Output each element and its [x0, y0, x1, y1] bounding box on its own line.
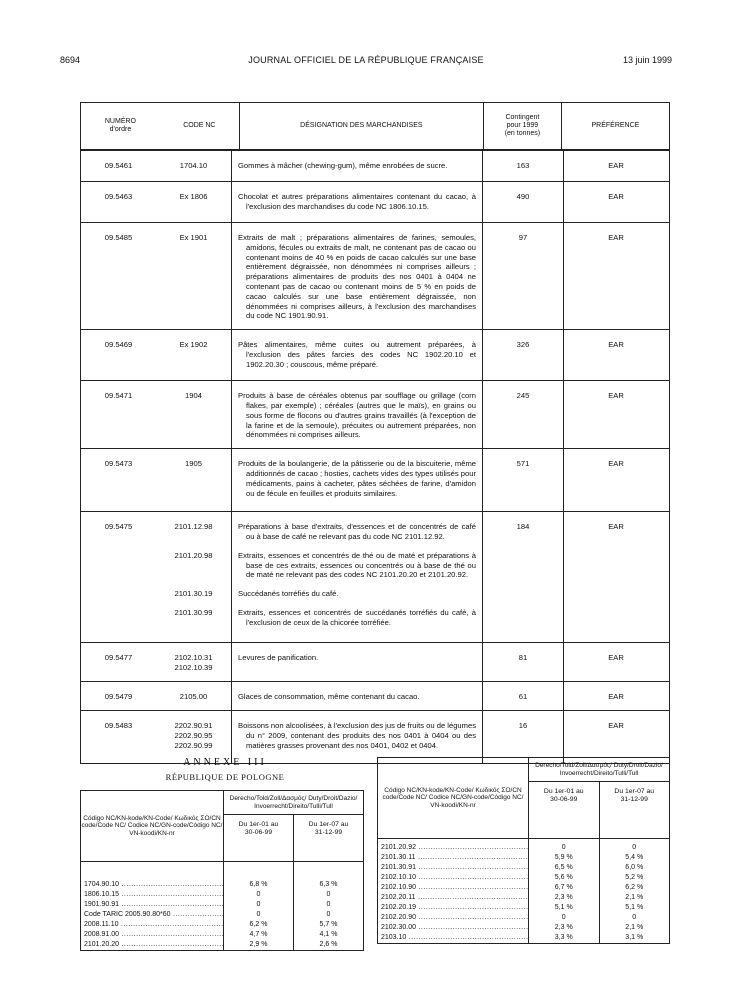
row-contingent: 163	[483, 151, 564, 181]
row-preference: EAR	[608, 192, 624, 201]
col-preference: PRÉFÉRENCE	[591, 122, 640, 129]
page-header	[60, 55, 672, 69]
rate-second-half: 5,4 %	[625, 854, 644, 861]
designation-text: Produits à base de céréales obtenus par soufflage ou grillage (corn flakes, par exemple) ; céréales (autres que le maïs), en grains ou sous forme de flocons ou d'autres grains travaillés (à l'exception de la farine et de la semoule), précuites ou autrement préparées, non dénommées ni comprises ailleurs.	[238, 391, 476, 440]
row-codes	[156, 330, 231, 380]
row-contingent: 184	[483, 512, 564, 642]
row-preference: EAR	[608, 522, 624, 532]
tariff-code: 2101.20.92	[381, 844, 417, 851]
rate-column-header: Derecho/Told/Zoll/Δασμός/ Duty/Droit/Dazio/ Invoerrecht/Direito/Tulli/Tull	[224, 791, 363, 815]
table-row	[81, 682, 669, 711]
row-numero: 09.5483	[104, 720, 133, 730]
rate-first-half: 6,8 %	[249, 881, 268, 888]
row-codes	[156, 711, 231, 763]
rate-first-half: 2,9 %	[249, 941, 268, 948]
row-contingent: 97	[483, 223, 564, 329]
row-contingent: 245	[483, 381, 564, 448]
table-row	[81, 330, 669, 381]
nc-code: Ex 1806	[179, 192, 208, 201]
period-header: Du 1er-07 au 31-12-99	[293, 815, 363, 861]
nc-code: 2101.30.99	[174, 607, 213, 617]
table-row	[81, 449, 669, 512]
row-preference: EAR	[608, 653, 624, 663]
rate-first-half: 0	[561, 914, 566, 921]
row-preference: EAR	[608, 391, 624, 401]
annex-title: ANNEXE III	[183, 757, 267, 768]
tariff-code: 2101.30.11	[381, 854, 416, 861]
nc-code: 2105.00	[179, 692, 208, 702]
rate-second-half: 3,1 %	[625, 934, 644, 941]
row-preference: EAR	[608, 233, 624, 242]
row-preference: EAR	[608, 340, 624, 350]
row-designation	[231, 682, 483, 710]
designation-text: Glaces de consommation, même contenant du cacao.	[238, 692, 420, 702]
row-codes	[156, 381, 231, 448]
rate-first-half: 6,2 %	[249, 921, 268, 928]
row-numero: 09.5473	[104, 459, 133, 469]
table-row	[81, 151, 669, 182]
quota-table	[80, 102, 670, 764]
rate-first-half: 0	[256, 891, 261, 898]
row-numero: 09.5485	[104, 233, 133, 242]
row-contingent: 61	[483, 682, 564, 710]
designation-text: Boissons non alcoolisées, à l'exclusion des jus de fruits ou de légumes du n° 2009, contenant des produits des nos 0401 à 0404 ou des matières grasses provenant des nos 0401, 0402 et 0404.	[238, 720, 476, 750]
row-numero: 09.5463	[104, 192, 133, 201]
tariff-code: 2101.20.20	[84, 941, 120, 948]
designation-text: Produits de la boulangerie, de la pâtisserie ou de la biscuiterie, même additionnés de cacao ; hosties, cachets vides des types utilisés pour médicaments, pains à cacheter, pâtes séchées de farine, d'amidon ou de fécule en feuilles et produits similaires.	[238, 459, 476, 498]
table-row	[81, 711, 669, 763]
rate-second-half: 2,1 %	[625, 924, 644, 931]
tariff-code: 2102.20.19	[381, 904, 417, 911]
rate-second-half: 0	[632, 914, 637, 921]
nc-code: 2202.90.91 2202.90.95 2202.90.99	[174, 720, 213, 750]
col-contingent: Contingent pour 1999 (en tonnes)	[484, 103, 562, 149]
tariff-code: 1806.10.15	[84, 891, 120, 898]
rate-first-half: 5,9 %	[554, 854, 573, 861]
row-codes	[156, 682, 231, 710]
rate-first-half: 3,3 %	[554, 934, 573, 941]
rate-second-half: 6,2 %	[625, 884, 644, 891]
row-contingent: 16	[483, 711, 564, 763]
row-preference: EAR	[608, 692, 624, 702]
period-header: Du 1er-01 au 30-06-99	[543, 788, 584, 803]
rate-second-half: 0	[326, 901, 331, 908]
rate-second-half: 2,1 %	[625, 894, 644, 901]
period-header: Du 1er-07 au 31-12-99	[599, 782, 670, 838]
row-codes	[156, 223, 231, 329]
row-numero: 09.5461	[104, 161, 133, 170]
row-preference: EAR	[608, 720, 624, 730]
annex-subtitle: RÉPUBLIQUE DE POLOGNE	[165, 772, 285, 782]
row-numero: 09.5471	[104, 391, 133, 401]
row-codes	[156, 643, 231, 681]
rate-second-half: 0	[326, 891, 331, 898]
row-contingent: 326	[483, 330, 564, 380]
table-row	[81, 512, 669, 643]
tariff-code: 2008.91.00	[84, 931, 120, 938]
designation-text: Extraits, essences et concentrés de thé ou de maté et préparations à base de ces extraits, essences ou concentrés ou à base de thé ou de maté ne relevant pas des codes NC 2101.20.20 et 2101.20.92.	[238, 550, 476, 580]
table-row	[81, 643, 669, 682]
row-designation	[231, 151, 483, 181]
row-designation	[231, 330, 483, 380]
journal-title: JOURNAL OFFICIEL DE LA RÉPUBLIQUE FRANÇAISE	[248, 55, 484, 65]
tariff-code: 2102.20.90	[381, 914, 417, 921]
period-header: Du 1er-01 au 30-06-99	[238, 821, 279, 836]
col-designation: DÉSIGNATION DES MARCHANDISES	[239, 103, 484, 149]
col-numero: NUMÉRO d'ordre	[104, 118, 136, 133]
rate-first-half: 4,7 %	[249, 931, 268, 938]
row-codes	[156, 449, 231, 511]
rates-table-right	[377, 757, 670, 944]
table-row	[81, 381, 669, 449]
rate-first-half: 5,1 %	[554, 904, 573, 911]
row-designation	[231, 449, 483, 511]
code-column-header: Código NC/KN-kode/KN-Code/ Κωδικός ΣΟ/CN code/Code NC/ Codice NC/GN-code/Código NC/ VN-koodi/KN-nr	[378, 758, 529, 838]
row-codes	[156, 512, 231, 642]
rate-column-header: Derecho/Told/Zoll/Δασμός/ Duty/Droit/Dazio/ Invoerrecht/Direito/Tulli/Tull	[529, 758, 669, 782]
nc-code: 1704.10	[179, 161, 208, 170]
tariff-code: 2102.10.10	[381, 874, 417, 881]
row-numero: 09.5475	[104, 522, 133, 532]
rates-table-left	[80, 790, 364, 951]
tariff-code: 1704.90.10	[84, 881, 120, 888]
nc-code: 1905	[185, 459, 202, 469]
rates-table-body	[378, 839, 669, 943]
row-numero: 09.5477	[104, 653, 133, 663]
table-row	[81, 182, 669, 223]
designation-text: Préparations à base d'extraits, d'essences et de concentrés de café ou à base de café ne relevant pas du code NC 2101.12.92.	[238, 522, 476, 541]
row-contingent: 490	[483, 182, 564, 222]
row-designation	[231, 711, 483, 763]
rate-second-half: 5,7 %	[319, 921, 338, 928]
rate-second-half: 5,1 %	[625, 904, 644, 911]
designation-text: Levures de panification.	[238, 653, 319, 663]
rate-first-half: 2,3 %	[554, 894, 573, 901]
code-column-header: Código NC/KN-kode/KN-Code/ Κωδικός ΣΟ/CN code/Code NC/ Codice NC/GN-code/Código NC/ VN-koodi/KN-nr	[81, 791, 224, 861]
row-codes	[156, 182, 231, 222]
rate-first-half: 0	[256, 911, 261, 918]
rate-first-half: 0	[256, 901, 261, 908]
rate-first-half: 6,7 %	[554, 884, 573, 891]
tariff-code: 2102.10.90	[381, 884, 417, 891]
rate-second-half: 0	[632, 844, 637, 851]
tariff-code: 2101.30.91	[381, 864, 417, 871]
rate-first-half: 2,3 %	[554, 924, 573, 931]
tariff-code: 2102.20.11	[381, 894, 416, 901]
designation-text: Extraits de malt ; préparations alimentaires de farines, semoules, amidons, fécules ou extraits de malt, ne contenant pas de cacao ou contenant moins de 40 % en poids de cacao calculés sur une base entièrement dégraissée, non dénommées ni comprises ailleurs ; préparations alimentaires de produits des nos 0401 à 0404 ne contenant pas de cacao ou contenant moins de 5 % en poids de cacao calculés sur une base entièrement dégraissée, non dénommées ni comprises ailleurs, à l'exclusion des marchandises du code NC 1901.90.91.	[238, 233, 476, 321]
row-contingent: 81	[483, 643, 564, 681]
page-number: 8694	[60, 55, 81, 65]
row-preference: EAR	[608, 161, 624, 170]
row-designation	[231, 512, 483, 642]
rates-table-header	[81, 791, 363, 862]
tariff-code: 2102.30.00	[381, 924, 417, 931]
designation-text: Pâtes alimentaires, même cuites ou autrement préparées, à l'exclusion des pâtes farcies des codes NC 1902.20.10 et 1902.20.30 ; couscous, même préparé.	[238, 340, 476, 369]
row-contingent: 571	[483, 449, 564, 511]
designation-text: Succédanés torréfiés du café.	[238, 589, 339, 599]
nc-code: 2101.12.98	[174, 522, 213, 532]
row-designation	[231, 381, 483, 448]
row-numero: 09.5469	[104, 340, 133, 350]
designation-text: Chocolat et autres préparations alimentaires contenant du cacao, à l'exclusion des marchandises du code NC 1806.10.15.	[238, 192, 476, 211]
rate-first-half: 5,6 %	[554, 874, 573, 881]
rate-second-half: 6,3 %	[319, 881, 338, 888]
rate-second-half: 0	[326, 911, 331, 918]
rate-second-half: 6,0 %	[625, 864, 644, 871]
rates-table-header	[378, 758, 669, 839]
rates-table-body	[81, 862, 363, 950]
col-code: CODE NC	[183, 122, 216, 129]
designation-text: Extraits, essences et concentrés de succédanés torréfiés du café, à l'exclusion de ceux de la chicorée torréfiée.	[238, 607, 476, 627]
tariff-code: 1901.90.91	[84, 901, 120, 908]
rate-first-half: 6,5 %	[554, 864, 573, 871]
rate-first-half: 0	[561, 844, 566, 851]
nc-code: Ex 1901	[179, 233, 208, 242]
table-header	[81, 103, 669, 151]
row-designation	[231, 223, 483, 329]
tariff-code: 2103.10	[381, 934, 407, 941]
table-body	[81, 151, 669, 763]
nc-code: 2101.20.98	[174, 550, 213, 560]
nc-code: 1904	[185, 391, 202, 401]
row-designation	[231, 182, 483, 222]
designation-text: Gommes à mâcher (chewing-gum), même enrobées de sucre.	[238, 161, 448, 170]
nc-code: 2102.10.31 2102.10.39	[174, 653, 213, 672]
row-numero: 09.5479	[104, 692, 133, 702]
rate-second-half: 4,1 %	[319, 931, 338, 938]
rate-second-half: 2,6 %	[319, 941, 338, 948]
row-preference: EAR	[608, 459, 624, 469]
rate-second-half: 5,2 %	[625, 874, 644, 881]
nc-code: Ex 1902	[179, 340, 208, 350]
tariff-code: 2008.11.10	[84, 921, 119, 928]
table-row	[81, 223, 669, 330]
nc-code: 2101.30.19	[174, 588, 213, 598]
tariff-code: Code TARIC 2005.90.80*60	[84, 911, 171, 918]
row-codes	[156, 151, 231, 181]
issue-date: 13 juin 1999	[622, 55, 672, 65]
row-designation	[231, 643, 483, 681]
